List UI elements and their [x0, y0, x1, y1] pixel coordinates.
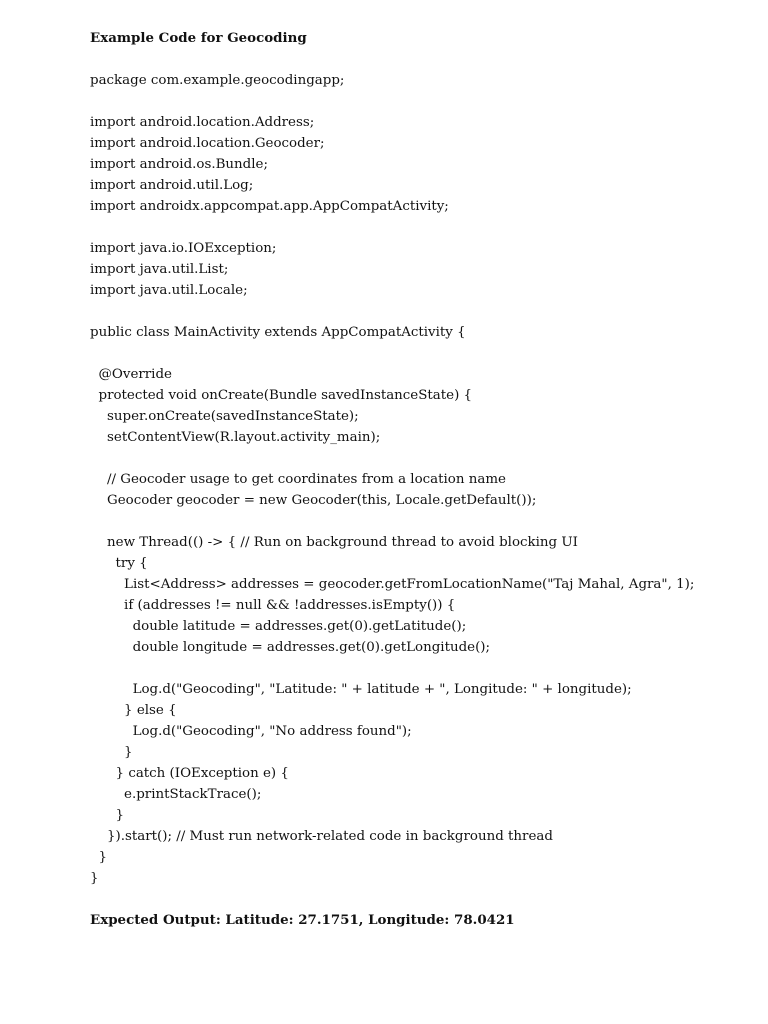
code-line: import java.util.List;	[90, 262, 229, 277]
code-line: } else {	[90, 703, 177, 718]
code-line: import android.location.Address;	[90, 115, 315, 130]
code-line: Log.d("Geocoding", "Latitude: " + latitude + ", Longitude: " + longitude);	[90, 682, 632, 697]
code-line: double longitude = addresses.get(0).getLongitude();	[90, 640, 491, 655]
code-line: e.printStackTrace();	[90, 787, 262, 802]
code-line: // Geocoder usage to get coordinates from a location name	[90, 472, 506, 487]
code-line: }).start(); // Must run network-related code in background thread	[90, 829, 553, 844]
blank-line	[90, 91, 730, 112]
code-line: setContentView(R.layout.activity_main);	[90, 430, 381, 445]
code-line: } catch (IOException e) {	[90, 766, 289, 781]
code-line: try {	[90, 556, 148, 571]
code-line: super.onCreate(savedInstanceState);	[90, 409, 359, 424]
blank-line	[90, 511, 730, 532]
code-line: }	[90, 871, 99, 886]
blank-line	[90, 301, 730, 322]
code-line: import android.os.Bundle;	[90, 157, 268, 172]
code-line: package com.example.geocodingapp;	[90, 73, 345, 88]
code-line: import android.util.Log;	[90, 178, 254, 193]
code-line: import android.location.Geocoder;	[90, 136, 325, 151]
document-body	[90, 28, 730, 931]
code-line: double latitude = addresses.get(0).getLatitude();	[90, 619, 467, 634]
code-line: import java.io.IOException;	[90, 241, 277, 256]
code-line: Log.d("Geocoding", "No address found");	[90, 724, 412, 739]
code-line: import androidx.appcompat.app.AppCompatActivity;	[90, 199, 449, 214]
code-line: }	[90, 745, 133, 760]
code-listing	[90, 70, 730, 910]
document-title: Example Code for Geocoding	[90, 30, 307, 46]
blank-line	[90, 658, 730, 679]
code-line: new Thread(() -> { // Run on background thread to avoid blocking UI	[90, 535, 578, 550]
blank-line	[90, 448, 730, 469]
blank-line	[90, 889, 730, 910]
blank-line	[90, 217, 730, 238]
expected-output: Expected Output: Latitude: 27.1751, Longitude: 78.0421	[90, 912, 515, 928]
code-line: import java.util.Locale;	[90, 283, 248, 298]
code-line: List<Address> addresses = geocoder.getFromLocationName("Taj Mahal, Agra", 1);	[90, 577, 695, 592]
blank-line	[90, 49, 730, 70]
code-line: protected void onCreate(Bundle savedInstanceState) {	[90, 388, 473, 403]
code-line: if (addresses != null && !addresses.isEmpty()) {	[90, 598, 456, 613]
blank-line	[90, 343, 730, 364]
code-line: public class MainActivity extends AppCompatActivity {	[90, 325, 466, 340]
code-line: }	[90, 850, 108, 865]
code-line: }	[90, 808, 125, 823]
code-line: Geocoder geocoder = new Geocoder(this, Locale.getDefault());	[90, 493, 537, 508]
code-line: @Override	[90, 367, 172, 382]
